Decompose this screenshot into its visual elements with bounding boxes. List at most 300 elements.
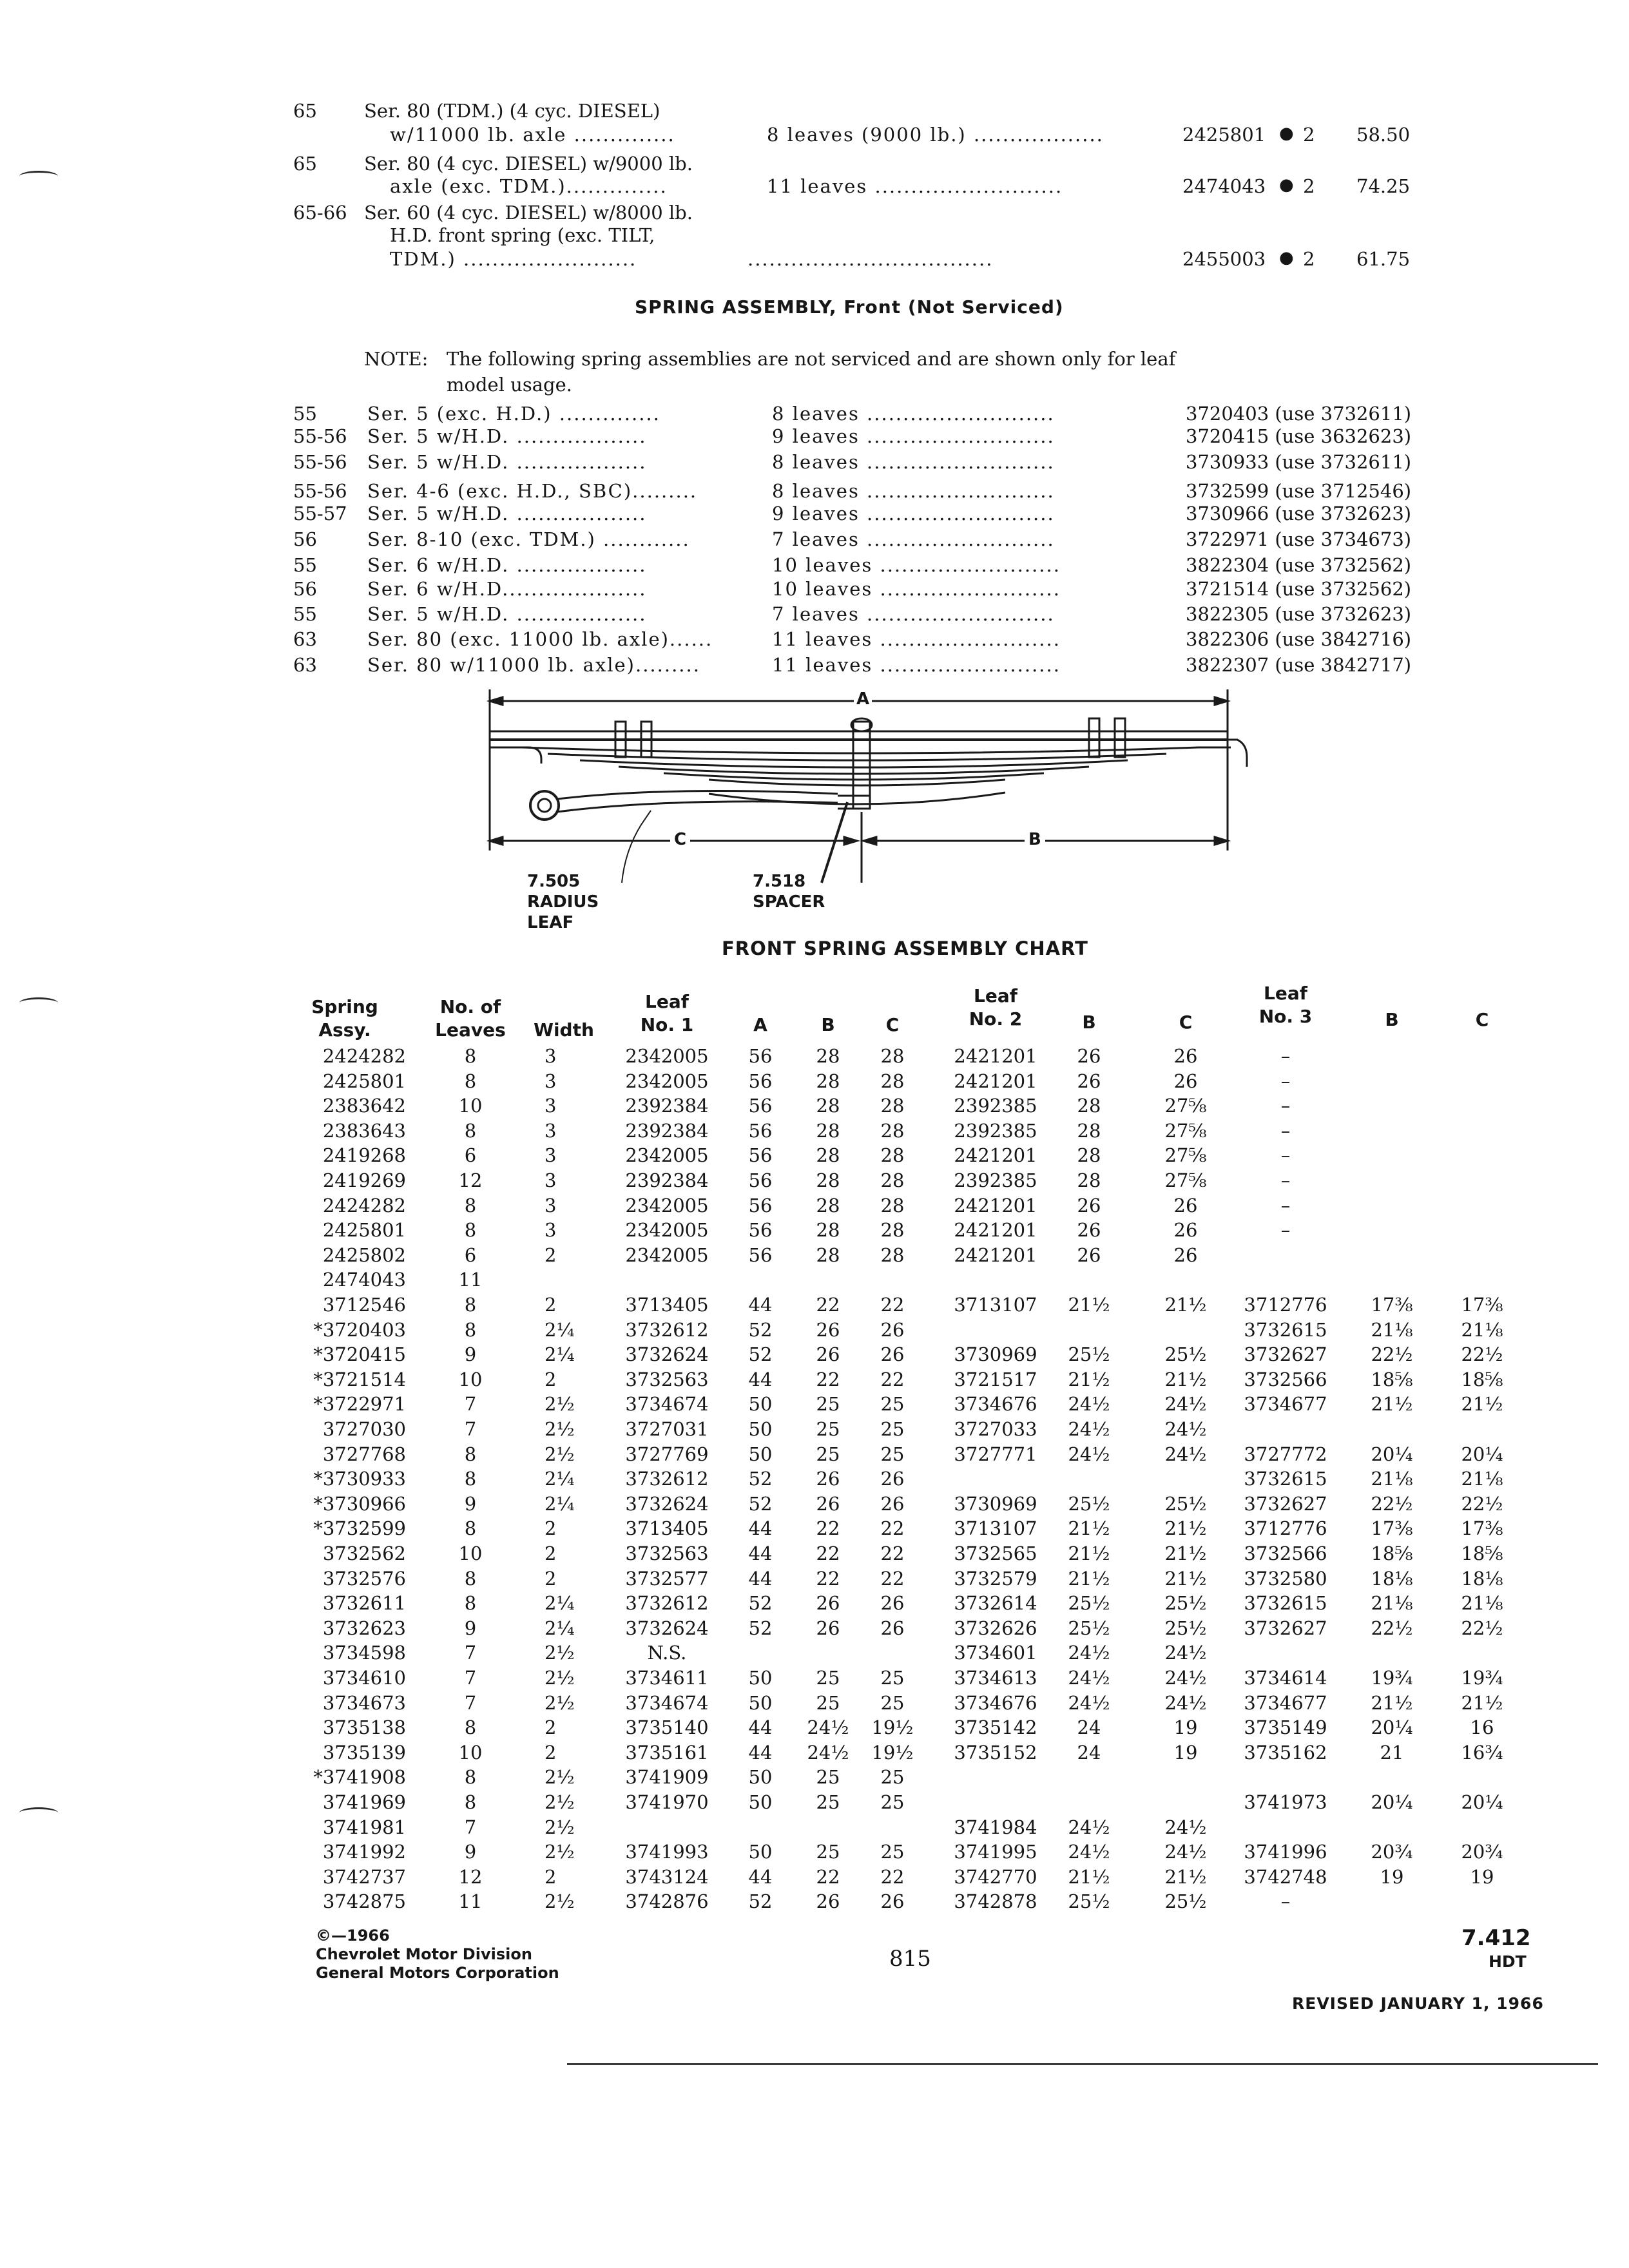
cell-b: 26 [1077, 1045, 1101, 1067]
cell-c: 27⅝ [1164, 1144, 1207, 1166]
cell-width: 2 [545, 1568, 557, 1590]
cell-b: 22 [816, 1517, 840, 1539]
cell-leaves: 9 [464, 1841, 477, 1863]
list-item [0, 425, 1629, 451]
cell-leaf1: 3743124 [625, 1866, 709, 1888]
cell-leaf2: 2392385 [954, 1095, 1037, 1117]
cell-b: 26 [816, 1592, 840, 1614]
section-code: HDT [1489, 1952, 1527, 1971]
cell-leaves: 8 [464, 1517, 477, 1539]
cell-leaves: 8 [464, 1716, 477, 1738]
cell-spring-assy: 3735138 [322, 1716, 406, 1738]
table-row [0, 1393, 1629, 1419]
list-item [0, 153, 1629, 178]
cell-leaf3: – [1280, 1890, 1291, 1912]
cell-leaf1: 3732577 [625, 1568, 709, 1590]
cell-c: 21½ [1461, 1692, 1503, 1714]
item-desc: Ser. 80 w/11000 lb. axle)......... [367, 654, 700, 676]
table-row [0, 1890, 1629, 1916]
cell-c: 20¼ [1461, 1791, 1503, 1813]
item-leaves: 10 leaves ......................... [772, 554, 1061, 576]
cell-leaf1: 2342005 [625, 1219, 709, 1241]
cell-leaves: 8 [464, 1219, 477, 1241]
cell-width: 3 [545, 1169, 557, 1191]
table-row [0, 1742, 1629, 1767]
cell-c: 25 [880, 1791, 905, 1813]
cell-b: 22 [816, 1866, 840, 1888]
cell-width: 2¼ [545, 1468, 575, 1490]
cell-leaf2: 2421201 [954, 1195, 1037, 1216]
item-year: 55 [293, 403, 317, 425]
cell-c: 19 [1470, 1866, 1494, 1888]
note [0, 348, 1629, 374]
cell-leaf3: 3735162 [1244, 1742, 1327, 1763]
cell-leaves: 7 [464, 1692, 477, 1714]
cell-leaves: 8 [464, 1791, 477, 1813]
cell-b: 24½ [1068, 1667, 1110, 1689]
cell-c: 22½ [1461, 1617, 1503, 1639]
cell-leaf3: 3712776 [1244, 1517, 1327, 1539]
bullet-icon: ● [1279, 248, 1294, 267]
cell-leaf2: 3742878 [954, 1890, 1037, 1912]
cell-leaf1: 3732612 [625, 1468, 709, 1490]
cell-spring-assy: 3732576 [322, 1568, 406, 1590]
cell-leaf3: 3732615 [1244, 1319, 1327, 1341]
cell-a: 50 [748, 1443, 773, 1465]
cell-width: 2 [545, 1517, 557, 1539]
list-item [0, 503, 1629, 528]
cell-leaves: 8 [464, 1592, 477, 1614]
cell-spring-assy: 3712546 [322, 1294, 406, 1316]
item-year: 55 [293, 554, 317, 576]
cell-a: 44 [748, 1369, 773, 1390]
item-leaves: 9 leaves .......................... [772, 425, 1055, 447]
cell-leaf1: 3735161 [625, 1742, 709, 1763]
note [0, 374, 1629, 399]
cell-c: 24½ [1164, 1418, 1207, 1440]
item-part-number: 3822304 (use 3732562) [1186, 554, 1412, 576]
header-c: C [885, 1014, 900, 1035]
cell-c: 21½ [1164, 1369, 1207, 1390]
cell-leaves: 8 [464, 1294, 477, 1316]
cell-leaf2: 3734676 [954, 1393, 1037, 1415]
header-spring-assy [303, 995, 387, 1042]
callout-line: 7.505 [527, 872, 581, 891]
table-row [0, 1667, 1629, 1693]
item-part-number: 3730933 (use 3732611) [1186, 451, 1412, 473]
chart-title: FRONT SPRING ASSEMBLY CHART [722, 937, 1088, 959]
table-row [0, 1841, 1629, 1867]
cell-a: 52 [748, 1493, 773, 1515]
header-line: No. 1 [640, 1014, 694, 1035]
item-part-number: 2474043 [1182, 175, 1266, 197]
cell-leaf1: 3713405 [625, 1294, 709, 1316]
cell-c: 25 [880, 1443, 905, 1465]
cell-leaf2: 3730969 [954, 1493, 1037, 1515]
cell-leaves: 10 [458, 1369, 483, 1390]
cell-leaf3: 3734614 [1244, 1667, 1327, 1689]
item-desc: Ser. 80 (TDM.) (4 cyc. DIESEL) [364, 100, 660, 122]
item-leaves: 7 leaves .......................... [772, 528, 1055, 550]
cell-leaf2: 3730969 [954, 1343, 1037, 1365]
cell-c: 25 [880, 1418, 905, 1440]
cell-c: 25 [880, 1766, 905, 1788]
cell-leaf1: 3734611 [625, 1667, 709, 1689]
header-line: No. 3 [1258, 1006, 1313, 1027]
cell-leaf3: – [1280, 1045, 1291, 1067]
cell-leaf1: 3742876 [625, 1890, 709, 1912]
item-leaves: .................................. [747, 248, 994, 270]
item-leaves: 9 leaves .......................... [772, 503, 1055, 524]
item-year: 65 [293, 100, 317, 122]
cell-b: 24½ [807, 1742, 849, 1763]
cell-spring-assy: 3734598 [322, 1642, 406, 1664]
cell-c: 22 [880, 1568, 905, 1590]
cell-c: 24½ [1164, 1642, 1207, 1664]
item-desc: Ser. 5 w/H.D. .................. [367, 503, 647, 524]
cell-c: 26 [1173, 1219, 1198, 1241]
cell-leaf2: 3741995 [954, 1841, 1037, 1863]
cell-leaves: 8 [464, 1195, 477, 1216]
list-item [0, 124, 1629, 149]
item-part-number: 3721514 (use 3732562) [1186, 578, 1412, 600]
table-row [0, 1468, 1629, 1494]
cell-leaf1: 3727031 [625, 1418, 709, 1440]
cell-b: 22½ [1371, 1343, 1413, 1365]
cell-b: 26 [816, 1468, 840, 1490]
cell-b: 28 [816, 1095, 840, 1117]
cell-b: 26 [1077, 1195, 1101, 1216]
cell-c: 27⅝ [1164, 1169, 1207, 1191]
corporation: General Motors Corporation [316, 1964, 559, 1982]
cell-b: 24½ [1068, 1443, 1110, 1465]
cell-leaf1: 2342005 [625, 1244, 709, 1266]
header-c: C [1475, 1009, 1489, 1030]
cell-leaves: 6 [464, 1144, 477, 1166]
cell-c: 20¾ [1461, 1841, 1503, 1863]
cell-leaf2: 3713107 [954, 1517, 1037, 1539]
table-row [0, 1343, 1629, 1369]
cell-leaf3: 3735149 [1244, 1716, 1327, 1738]
cell-leaf2: 3732565 [954, 1542, 1037, 1564]
cell-c: 25 [880, 1667, 905, 1689]
cell-c: 22 [880, 1294, 905, 1316]
cell-leaf2: 2421201 [954, 1144, 1037, 1166]
cell-leaf3: 3732566 [1244, 1369, 1327, 1390]
cell-c: 21½ [1461, 1393, 1503, 1415]
header-b: B [1385, 1009, 1399, 1030]
cell-spring-assy: 2424282 [322, 1195, 406, 1216]
cell-width: 2 [545, 1742, 557, 1763]
cell-b: 28 [816, 1144, 840, 1166]
cell-b: 21⅛ [1371, 1592, 1413, 1614]
cell-b: 25 [816, 1667, 840, 1689]
cell-leaves: 8 [464, 1319, 477, 1341]
cell-c: 25 [880, 1393, 905, 1415]
cell-leaf3: – [1280, 1195, 1291, 1216]
cell-leaves: 10 [458, 1095, 483, 1117]
item-part-number: 3822307 (use 3842717) [1186, 654, 1412, 676]
cell-width: 2½ [545, 1443, 575, 1465]
cell-spring-assy: *3730966 [313, 1493, 406, 1515]
table-row [0, 1542, 1629, 1568]
cell-b: 24½ [807, 1716, 849, 1738]
cell-c: 27⅝ [1164, 1095, 1207, 1117]
cell-c: 21½ [1164, 1294, 1207, 1316]
header-no-leaves [425, 995, 516, 1042]
header-line: Leaf [974, 985, 1017, 1006]
binder-mark [19, 997, 58, 1008]
table-row [0, 1219, 1629, 1245]
cell-c: 17⅜ [1461, 1517, 1503, 1539]
item-price: 61.75 [1356, 248, 1411, 270]
item-leaves: 11 leaves .......................... [767, 175, 1063, 197]
table-row [0, 1120, 1629, 1146]
item-year: 55-56 [293, 425, 347, 447]
item-part-number: 3732599 (use 3712546) [1186, 480, 1412, 502]
cell-c: 22½ [1461, 1493, 1503, 1515]
cell-leaf2: 3734601 [954, 1642, 1037, 1664]
item-desc: Ser. 5 w/H.D. .................. [367, 451, 647, 473]
item-leaves: 11 leaves ......................... [772, 628, 1061, 650]
cell-a: 44 [748, 1542, 773, 1564]
table-row [0, 1418, 1629, 1444]
item-part-number: 3722971 (use 3734673) [1186, 528, 1412, 550]
cell-leaf2: 3721517 [954, 1369, 1037, 1390]
cell-width: 3 [545, 1144, 557, 1166]
cell-a: 52 [748, 1592, 773, 1614]
item-part-number: 3822305 (use 3732623) [1186, 603, 1412, 625]
cell-leaf3: 3732627 [1244, 1343, 1327, 1365]
cell-a: 56 [748, 1144, 773, 1166]
item-price: 58.50 [1356, 124, 1411, 146]
cell-b: 25 [816, 1393, 840, 1415]
table-row [0, 1692, 1629, 1718]
table-row [0, 1244, 1629, 1270]
cell-leaf2: 3727771 [954, 1443, 1037, 1465]
cell-leaves: 12 [458, 1169, 483, 1191]
cell-leaf2: 2392385 [954, 1120, 1037, 1142]
cell-b: 26 [816, 1617, 840, 1639]
cell-width: 3 [545, 1095, 557, 1117]
item-qty: 2 [1303, 124, 1315, 146]
cell-b: 28 [816, 1070, 840, 1092]
cell-c: 25½ [1164, 1617, 1207, 1639]
cell-leaf3: – [1280, 1095, 1291, 1117]
cell-leaf1: 3735140 [625, 1716, 709, 1738]
cell-leaf2: 2421201 [954, 1219, 1037, 1241]
cell-leaves: 9 [464, 1493, 477, 1515]
table-row [0, 1369, 1629, 1394]
table-row [0, 1716, 1629, 1742]
cell-c: 21⅛ [1461, 1319, 1503, 1341]
item-year: 55-56 [293, 480, 347, 502]
table-row [0, 1517, 1629, 1543]
cell-a: 50 [748, 1418, 773, 1440]
table-row [0, 1791, 1629, 1817]
cell-leaf3: – [1280, 1120, 1291, 1142]
cell-b: 20¼ [1371, 1443, 1413, 1465]
item-desc: Ser. 6 w/H.D.................... [367, 578, 647, 600]
cell-c: 22½ [1461, 1343, 1503, 1365]
cell-c: 26 [880, 1890, 905, 1912]
revised-date: REVISED JANUARY 1, 1966 [1292, 1994, 1544, 2013]
table-row [0, 1568, 1629, 1593]
cell-leaf2: 2421201 [954, 1045, 1037, 1067]
cell-b: 21⅛ [1371, 1319, 1413, 1341]
cell-leaves: 11 [458, 1269, 483, 1291]
item-desc: Ser. 5 w/H.D. .................. [367, 603, 647, 625]
cell-width: 2¼ [545, 1319, 575, 1341]
cell-leaf3: 3732580 [1244, 1568, 1327, 1590]
cell-leaf2: 3735142 [954, 1716, 1037, 1738]
cell-leaf1: 2392384 [625, 1169, 709, 1191]
cell-leaf1: 3741970 [625, 1791, 709, 1813]
cell-b: 28 [816, 1169, 840, 1191]
cell-c: 26 [1173, 1070, 1198, 1092]
table-row [0, 1269, 1629, 1294]
cell-leaf2: 3734613 [954, 1667, 1037, 1689]
cell-c: 25½ [1164, 1343, 1207, 1365]
list-item [0, 528, 1629, 554]
cell-leaf2: 3732579 [954, 1568, 1037, 1590]
cell-b: 25½ [1068, 1493, 1110, 1515]
header-b: B [821, 1014, 835, 1035]
cell-leaves: 7 [464, 1667, 477, 1689]
cell-b: 26 [816, 1343, 840, 1365]
cell-c: 25½ [1164, 1592, 1207, 1614]
cell-spring-assy: 2419269 [322, 1169, 406, 1191]
item-leaves: 7 leaves .......................... [772, 603, 1055, 625]
cell-b: 21½ [1371, 1692, 1413, 1714]
item-year: 65-66 [293, 202, 347, 224]
cell-b: 26 [1077, 1070, 1101, 1092]
header-b: B [1082, 1012, 1096, 1033]
table-row [0, 1294, 1629, 1320]
header-leaf-1 [628, 990, 706, 1037]
cell-leaf3: 3727772 [1244, 1443, 1327, 1465]
cell-b: 25 [816, 1443, 840, 1465]
cell-leaf1: 3741993 [625, 1841, 709, 1863]
cell-b: 25½ [1068, 1617, 1110, 1639]
cell-leaf1: 3732624 [625, 1493, 709, 1515]
cell-leaves: 7 [464, 1816, 477, 1838]
cell-width: 2¼ [545, 1592, 575, 1614]
cell-a: 50 [748, 1791, 773, 1813]
cell-a: 56 [748, 1244, 773, 1266]
header-leaf-3 [1247, 982, 1324, 1028]
cell-leaf3: 3732615 [1244, 1468, 1327, 1490]
cell-spring-assy: 2424282 [322, 1045, 406, 1067]
table-row [0, 1095, 1629, 1120]
cell-width: 2 [545, 1542, 557, 1564]
item-leaves: 8 leaves (9000 lb.) .................. [767, 124, 1104, 146]
cell-spring-assy: *3722971 [313, 1393, 406, 1415]
section-number: 7.412 [1461, 1925, 1531, 1951]
cell-b: 28 [1077, 1120, 1101, 1142]
item-year: 55-56 [293, 451, 347, 473]
header-line: No. of [439, 996, 501, 1017]
cell-a: 56 [748, 1045, 773, 1067]
table-row [0, 1169, 1629, 1195]
cell-spring-assy: *3720415 [313, 1343, 406, 1365]
cell-c: 26 [1173, 1195, 1198, 1216]
copyright: ©—1966 [316, 1927, 390, 1945]
cell-b: 21½ [1068, 1568, 1110, 1590]
cell-c: 16 [1470, 1716, 1494, 1738]
cell-a: 50 [748, 1841, 773, 1863]
cell-c: 25 [880, 1841, 905, 1863]
list-item [0, 451, 1629, 477]
cell-width: 2½ [545, 1667, 575, 1689]
item-year: 56 [293, 578, 317, 600]
cell-leaves: 12 [458, 1866, 483, 1888]
table-row [0, 1766, 1629, 1792]
cell-spring-assy: 3732623 [322, 1617, 406, 1639]
table-row [0, 1144, 1629, 1170]
cell-c: 26 [880, 1343, 905, 1365]
cell-width: 3 [545, 1219, 557, 1241]
cell-leaf2: 3742770 [954, 1866, 1037, 1888]
cell-spring-assy: *3732599 [313, 1517, 406, 1539]
cell-leaf1: N.S. [647, 1642, 687, 1664]
cell-width: 2½ [545, 1766, 575, 1788]
cell-a: 44 [748, 1742, 773, 1763]
header-a: A [753, 1014, 767, 1035]
cell-leaf3: 3732566 [1244, 1542, 1327, 1564]
cell-c: 24½ [1164, 1692, 1207, 1714]
item-part-number: 3720415 (use 3632623) [1186, 425, 1412, 447]
cell-c: 24½ [1164, 1443, 1207, 1465]
table-row [0, 1195, 1629, 1220]
cell-leaf3: – [1280, 1144, 1291, 1166]
cell-a: 52 [748, 1617, 773, 1639]
item-part-number: 2455003 [1182, 248, 1266, 270]
cell-spring-assy: 3741992 [322, 1841, 406, 1863]
cell-c: 24½ [1164, 1816, 1207, 1838]
table-row [0, 1592, 1629, 1618]
cell-leaf2: 2392385 [954, 1169, 1037, 1191]
list-item [0, 554, 1629, 580]
cell-leaf2: 3713107 [954, 1294, 1037, 1316]
cell-leaves: 9 [464, 1343, 477, 1365]
cell-leaf2: 3732614 [954, 1592, 1037, 1614]
header-line: Assy. [318, 1019, 371, 1041]
cell-a: 56 [748, 1070, 773, 1092]
cell-b: 25 [816, 1841, 840, 1863]
cell-a: 44 [748, 1866, 773, 1888]
cell-spring-assy: 3734673 [322, 1692, 406, 1714]
table-row [0, 1493, 1629, 1519]
item-part-number: 3822306 (use 3842716) [1186, 628, 1412, 650]
cell-spring-assy: 2419268 [322, 1144, 406, 1166]
cell-c: 21⅛ [1461, 1592, 1503, 1614]
cell-spring-assy: 2383643 [322, 1120, 406, 1142]
list-item [0, 603, 1629, 629]
cell-b: 22 [816, 1568, 840, 1590]
list-item [0, 403, 1629, 428]
cell-leaves: 8 [464, 1468, 477, 1490]
cell-leaf1: 3734674 [625, 1393, 709, 1415]
cell-spring-assy: 3727030 [322, 1418, 406, 1440]
table-row [0, 1319, 1629, 1345]
callout-line: RADIUS [527, 892, 599, 912]
cell-spring-assy: 3735139 [322, 1742, 406, 1763]
cell-leaf1: 2342005 [625, 1070, 709, 1092]
cell-b: 28 [1077, 1095, 1101, 1117]
cell-leaves: 7 [464, 1393, 477, 1415]
bullet-icon: ● [1279, 175, 1294, 195]
